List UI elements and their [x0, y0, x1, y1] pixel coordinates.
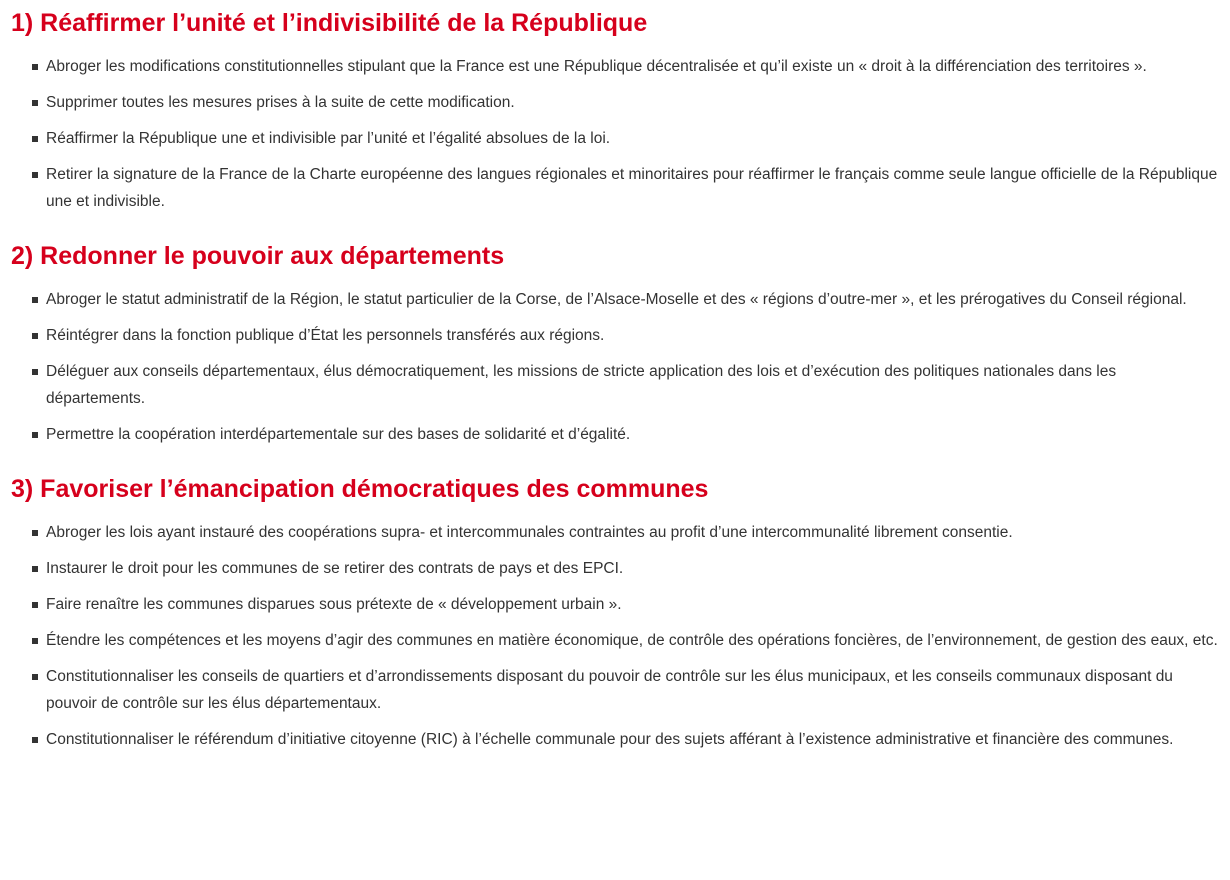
- list-item-text: Abroger le statut administratif de la Région, le statut particulier de la Corse, de l’Alsace-Moselle et des « régions d’outre-mer », et les prérogatives du Conseil régional.: [46, 291, 1187, 308]
- square-bullet-icon: [32, 638, 38, 644]
- bullet-list: [11, 519, 1218, 753]
- section-title: 1) Réaffirmer l’unité et l’indivisibilité de la République: [11, 9, 648, 37]
- section-2: [11, 241, 1218, 448]
- square-bullet-icon: [32, 530, 38, 536]
- square-bullet-icon: [32, 100, 38, 106]
- section-3: [11, 474, 1218, 753]
- list-item: [11, 89, 1218, 116]
- section-1: [11, 0, 1218, 215]
- square-bullet-icon: [32, 432, 38, 438]
- square-bullet-icon: [32, 602, 38, 608]
- square-bullet-icon: [32, 674, 38, 680]
- square-bullet-icon: [32, 136, 38, 142]
- list-item: [11, 663, 1218, 717]
- list-item: [11, 125, 1218, 152]
- section-title: 2) Redonner le pouvoir aux départements: [11, 242, 505, 270]
- list-item: [11, 322, 1218, 349]
- square-bullet-icon: [32, 566, 38, 572]
- list-item-text: Abroger les modifications constitutionnelles stipulant que la France est une République décentralisée et qu’il existe un « droit à la différenciation des territoires ».: [46, 58, 1147, 75]
- list-item-text: Abroger les lois ayant instauré des coopérations supra- et intercommunales contraintes au profit d’une intercommunalité librement consentie.: [46, 524, 1013, 541]
- list-item: [11, 555, 1218, 582]
- list-item-text: Constitutionnaliser le référendum d’initiative citoyenne (RIC) à l’échelle communale pour des sujets afférant à l’existence administrative et financière des communes.: [46, 731, 1174, 748]
- list-item-text: Instaurer le droit pour les communes de se retirer des contrats de pays et des EPCI.: [46, 560, 624, 577]
- list-item-text: Réaffirmer la République une et indivisible par l’unité et l’égalité absolues de la loi.: [46, 130, 611, 147]
- bullet-list: [11, 53, 1218, 215]
- list-item: [11, 519, 1218, 546]
- square-bullet-icon: [32, 172, 38, 178]
- list-item-text: Supprimer toutes les mesures prises à la suite de cette modification.: [46, 94, 515, 111]
- square-bullet-icon: [32, 64, 38, 70]
- list-item: [11, 627, 1218, 654]
- square-bullet-icon: [32, 737, 38, 743]
- list-item: [11, 421, 1218, 448]
- list-item: [11, 53, 1218, 80]
- square-bullet-icon: [32, 297, 38, 303]
- list-item-text: Déléguer aux conseils départementaux, élus démocratiquement, les missions de stricte application des lois et d’exécution des politiques nationales dans les départements.: [46, 363, 1117, 407]
- list-item: [11, 286, 1218, 313]
- section-title: 3) Favoriser l’émancipation démocratiques des communes: [11, 475, 709, 503]
- bullet-list: [11, 286, 1218, 448]
- list-item: [11, 591, 1218, 618]
- list-item: [11, 726, 1218, 753]
- list-item-text: Constitutionnaliser les conseils de quartiers et d’arrondissements disposant du pouvoir de contrôle sur les élus municipaux, et les conseils communaux disposant du pouvoir de contrôle sur les élus départementaux.: [46, 668, 1173, 712]
- list-item-text: Étendre les compétences et les moyens d’agir des communes en matière économique, de contrôle des opérations foncières, de l’environnement, de gestion des eaux, etc.: [46, 632, 1218, 649]
- list-item-text: Permettre la coopération interdépartementale sur des bases de solidarité et d’égalité.: [46, 426, 631, 443]
- list-item-text: Retirer la signature de la France de la Charte européenne des langues régionales et minoritaires pour réaffirmer le français comme seule langue officielle de la République une et indivisible.: [46, 166, 1218, 210]
- list-item-text: Réintégrer dans la fonction publique d’État les personnels transférés aux régions.: [46, 327, 605, 344]
- list-item-text: Faire renaître les communes disparues sous prétexte de « développement urbain ».: [46, 596, 622, 613]
- list-item: [11, 161, 1218, 215]
- list-item: [11, 358, 1218, 412]
- square-bullet-icon: [32, 333, 38, 339]
- square-bullet-icon: [32, 369, 38, 375]
